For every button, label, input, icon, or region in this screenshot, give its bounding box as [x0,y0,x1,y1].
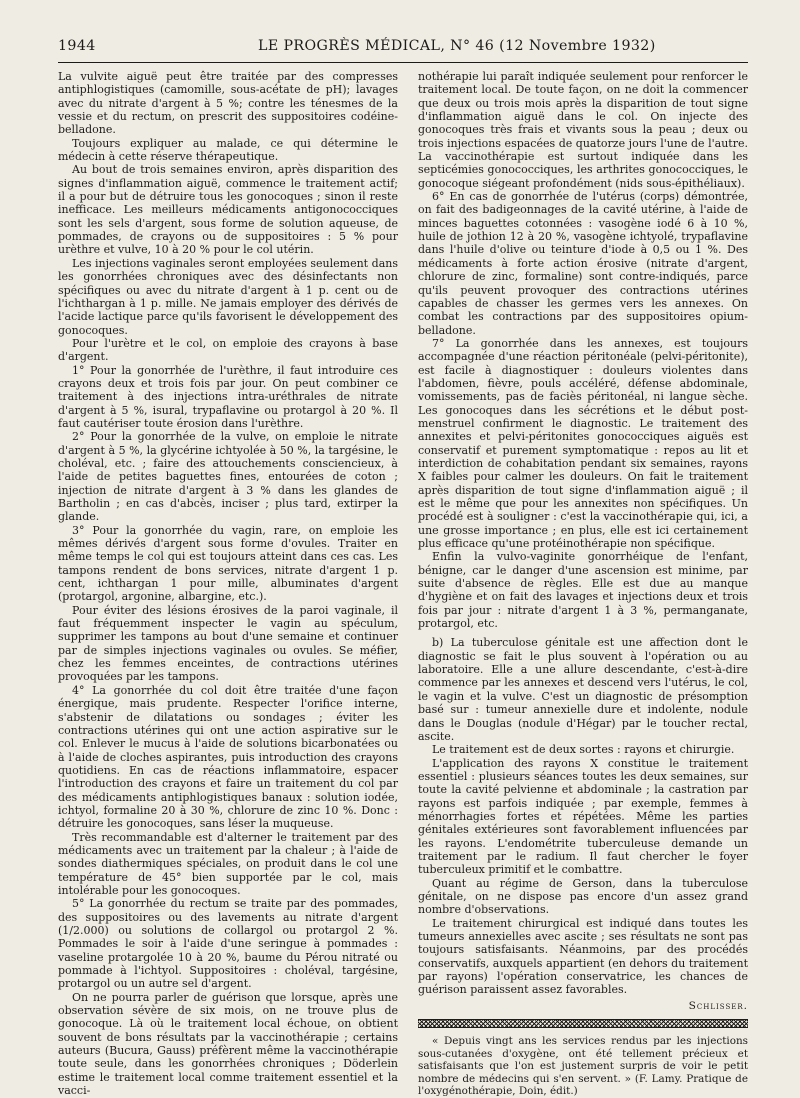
paragraph: Très recommandable est d'alterner le traitement par des médicaments avec un traitement par la chaleur ; à l'aide de sondes diathermiques spéciales, on produit dans le col une température de 45° bien supportée par le col, mais intolérable pour les gonocoques. [58,830,398,897]
paragraph: 5° La gonorrhée du rectum se traite par des pommades, des suppositoires ou des lavements au nitrate d'argent (1/2.000) ou solutions de collargol ou protargol 2 %. Pommades le soir à l'aide d'une seringue à pommades : vaseline protargolée 10 à 20 %, baume du Pérou nitraté ou pommade à l'ichtyol. Suppositoires : choléval, targésine, protargol ou un autre sel d'argent. [58,897,398,991]
page-number: 1944 [58,38,96,54]
paragraph: Le traitement chirurgical est indiqué dans toutes les tumeurs annexielles avec ascite ; ses résultats ne sont pas toujours satisfaisants. Néanmoins, par des procédés conservatifs, auxquels appartient (en dehors du traitement par rayons) l'opération conservatrice, les chances de guérison paraissent assez favorables. [418,916,748,997]
paragraph: Toujours expliquer au malade, ce qui détermine le médecin à cette réserve thérapeutique. [58,136,398,164]
running-header [58,38,748,62]
journal-title: LE PROGRÈS MÉDICAL, N° 46 (12 Novembre 1932) [258,38,656,54]
left-column [58,70,398,1097]
paragraph: 3° Pour la gonorrhée du vagin, rare, on emploie les mêmes dérivés d'argent sous forme d'ovules. Traiter en même temps le col qui est toujours atteint dans ces cas. Les tampons rendent de bons services, nitrate d'argent 1 p. cent, ichthargan 1 pour mille, albuminates d'argent (protargol, argonine, albargine, etc.). [58,523,398,604]
paragraph: nothérapie lui paraît indiquée seulement pour renforcer le traitement local. De toute façon, on ne doit la commencer que deux ou trois mois après la disparition de tout signe d'inflammation aiguë dans le col. On injecte des gonocoques très frais et vivants sous la peau ; deux ou trois injections espacées de quatorze jours l'une de l'autre. La vaccinothérapie est surtout indiquée dans les septicémies gonococciques, les arthrites gonococciques, le gonocoque siégeant profondément (nids sous-épithéliaux). [418,70,748,190]
author-signature: Schlisser. [688,999,748,1012]
paragraph: 7° La gonorrhée dans les annexes, est toujours accompagnée d'une réaction péritonéale (pelvi-péritonite), est facile à diagnostiquer : douleurs violentes dans l'abdomen, fièvre, pouls accéléré, défense abdominale, vomissements, pas de faciès péritonéal, ni langue sèche. Les gonocoques dans les sécrétions et le début post-menstruel confirment le diagnostic. Le traitement des annexites et pelvi-péritonites gonococciques aiguës est conservatif et purement symptomatique : repos au lit et interdiction de cohabitation pendant six semaines, rayons X faibles pour calmer les douleurs. On fait le traitement après disparition de tout signe d'inflammation aiguë ; il est le même que pour les annexites non spécifiques. Un procédé est à souligner : c'est la vaccinothérapie qui, ici, a une grosse importance ; en plus, elle est ici certainement plus efficace qu'une protéinothérapie non spécifique. [418,336,748,551]
paragraph: Pour éviter des lésions érosives de la paroi vaginale, il faut fréquemment inspecter le vagin au spéculum, supprimer les tampons au bout d'une semaine et continuer par de simples injections vaginales ou ovules. Se méfier, chez les femmes enceintes, de contractions utérines provoquées par les tampons. [58,603,398,684]
paragraph: Enfin la vulvo-vaginite gonorrhéique de l'enfant, bénigne, car le danger d'une ascension est minime, par suite d'absence de règles. Elle est due au manque d'hygiène et on fait des lavages et injections deux et trois fois par jour : nitrate d'argent 1 à 3 %, permanganate, protargol, etc. [418,550,748,631]
paragraph: Pour l'urètre et le col, on emploie des crayons à base d'argent. [58,336,398,364]
paragraph: Au bout de trois semaines environ, après disparition des signes d'inflammation aiguë, commence le traitement actif; il a pour but de détruire tous les gonocoques ; sinon il reste inefficace. Les meilleurs médicaments antigonococciques sont les sels d'argent, sous forme de solution aqueuse, de pommades, de crayons ou de suppositoires : 5 % pour urèthre et vulve, 10 à 20 % pour le col utérin. [58,163,398,257]
paragraph: 1° Pour la gonorrhée de l'urèthre, il faut introduire ces crayons deux et trois fois par jour. On peut combiner ce traitement à des injections intra-uréthrales de nitrate d'argent à 5 %, isural, trypaflavine ou protargol à 20 %. Il faut cautériser toute érosion dans l'urèthre. [58,363,398,430]
quote-text: « Depuis vingt ans les services rendus par les injections sous-cutanées d'oxygène, ont été tellement précieux et satisfaisants que l'on est justement surpris de voir le petit nombre de médecins qui s'en servent. » (F. Lamy. Pratique de l'oxygénothérapie, Doin, édit.) [418,1035,748,1098]
ornamental-divider [418,1019,748,1028]
header-rule [58,62,748,63]
paragraph: Quant au régime de Gerson, dans la tuberculose génitale, on ne dispose pas encore d'un assez grand nombre d'observations. [418,876,748,917]
paragraph: L'application des rayons X constitue le traitement essentiel : plusieurs séances toutes les deux semaines, sur toute la cavité pelvienne et abdominale ; la castration par rayons est parfois indiquée ; par exemple, femmes à ménorrhagies fortes et répétées. Même les parties génitales extérieures sont favorablement influencées par les rayons. L'endométrite tuberculeuse demande un traitement par le radium. Il faut chercher le foyer tuberculeux primitif et le combattre. [418,756,748,877]
paragraph: On ne pourra parler de guérison que lorsque, après une observation sévère de six mois, on ne trouve plus de gonocoque. Là où le traitement local échoue, on obtient souvent de bons résultats par la vaccinothérapie ; certains auteurs (Bucura, Gauss) préfèrent même la vaccinothérapie toute seule, dans les gonorrhées chroniques ; Döderlein estime le traitement local comme traitement essentiel et la vacci- [58,990,398,1098]
section-paragraph: b) La tuberculose génitale est une affection dont le diagnostic se fait le plus souvent à l'opération ou au laboratoire. Elle a une allure descendante, c'est-à-dire commence par les annexes et descend vers l'utérus, le col, le vagin et la vulve. C'est un diagnostic de présomption basé sur : tumeur annexielle dure et indolente, nodule dans le Douglas (nodule d'Hégar) par le toucher rectal, ascite. [418,636,748,743]
paragraph: Les injections vaginales seront employées seulement dans les gonorrhées chroniques avec des désinfectants non spécifiques ou avec du nitrate d'argent à 1 p. cent ou de l'ichthargan à 1 p. mille. Ne jamais employer des dérivés de l'acide lactique parce qu'ils favorisent le développement des gonocoques. [58,256,398,337]
paragraph: La vulvite aiguë peut être traitée par des compresses antiphlogistiques (camomille, sous-acétate de pH); lavages avec du nitrate d'argent à 5 %; contre les ténesmes de la vessie et du rectum, on prescrit des suppositoires codéine-belladone. [58,70,398,137]
paragraph: 2° Pour la gonorrhée de la vulve, on emploie le nitrate d'argent à 5 %, la glycérine ichtyolée à 50 %, la targésine, le choléval, etc. ; faire des attouchements consciencieux, à l'aide de petites baguettes fines, entourées de coton ; injection de nitrate d'argent à 3 % dans les glandes de Bartholin ; en cas d'abcès, inciser ; plus tard, extirper la glande. [58,430,398,524]
right-column [418,70,748,1098]
paragraph: 6° En cas de gonorrhée de l'utérus (corps) démontrée, on fait des badigeonnages de la cavité utérine, à l'aide de minces baguettes cotonnées : vasogène iodé 6 à 10 %, huile de jothion 12 à 20 %, vasogène ichtyolé, trypaflavine dans l'huile d'olive ou teinture d'iode à 0,5 ou 1 %. Des médicaments à forte action érosive (nitrate d'argent, chlorure de zinc, formaline) sont contre-indiqués, parce qu'ils peuvent provoquer des contractions utérines capables de chasser les germes vers les annexes. On combat les contractions par des suppositoires opium-belladone. [418,190,748,337]
paragraph: 4° La gonorrhée du col doit être traitée d'une façon énergique, mais prudente. Respecter l'orifice interne, s'abstenir de dilatations ou sondages ; éviter les contractions utérines qui ont une action aspirative sur le col. Enlever le mucus à l'aide de solutions bicarbonatées ou à l'aide de cloches aspirantes, puis introduction des crayons quotidiens. En cas de réactions inflammatoire, espacer l'introduction des crayons et faire un traitement du col par des médicaments antiphlogistiques banaux : solution iodée, ichtyol, formaline 20 à 30 %, chlorure de zinc 10 %. Donc : détruire les gonocoques, sans léser la muqueuse. [58,683,398,831]
advertisement-quote [418,1035,748,1098]
paragraph: Le traitement est de deux sortes : rayons et chirurgie. [432,743,735,757]
